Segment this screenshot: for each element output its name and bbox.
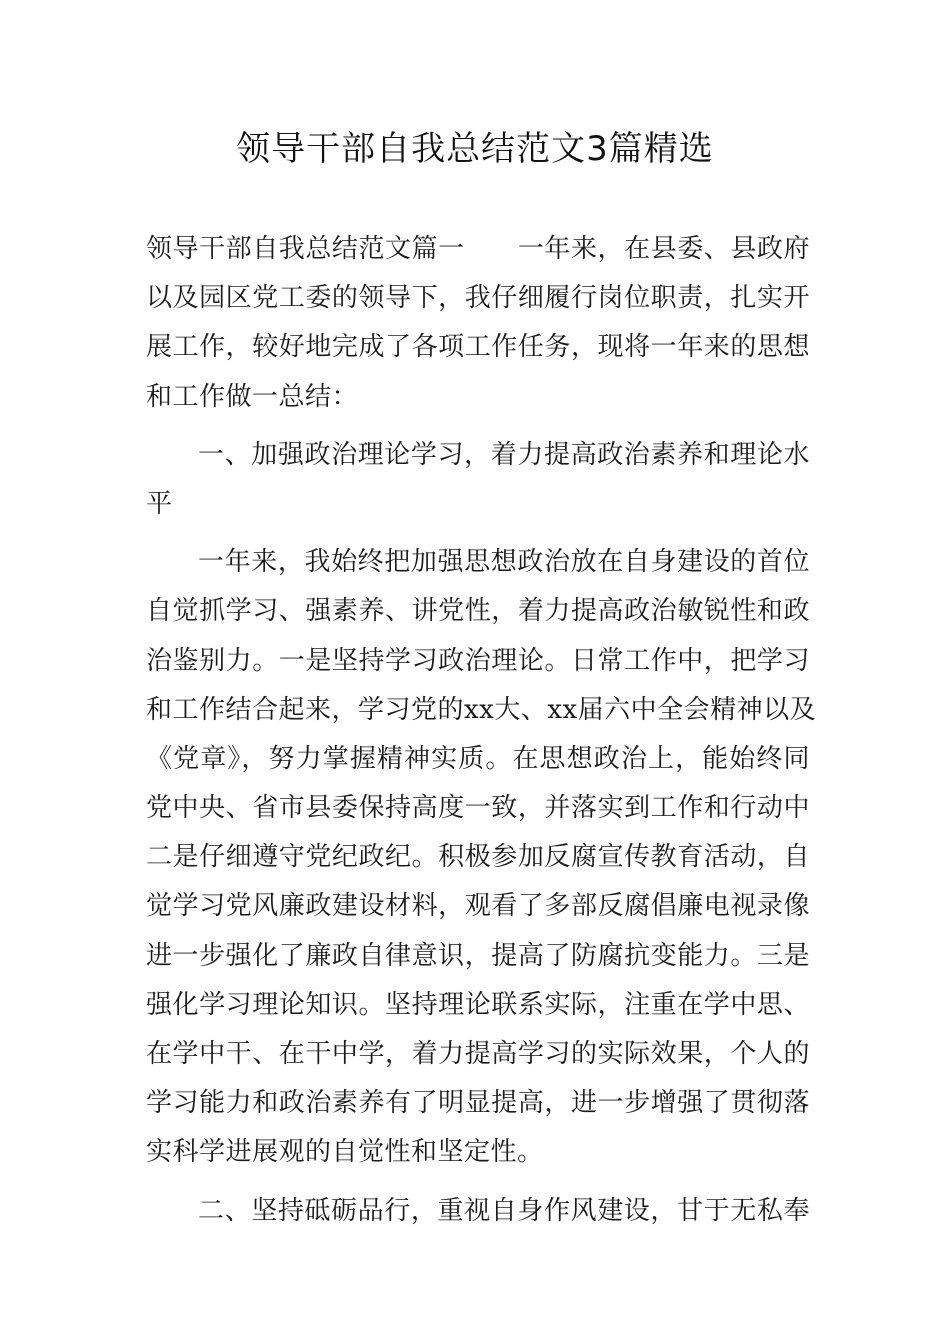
section-heading-line: 平 — [146, 488, 173, 519]
text-line: 领导干部自我总结范文篇一 一年来，在县委、县政府 — [146, 234, 810, 264]
text-line: 实科学进展观的自觉性和坚定性。 — [146, 1137, 544, 1168]
text-line: 觉学习党风廉政建设材料，观看了多部反腐倡廉电视录像 — [146, 891, 810, 922]
text-line: 一年来，我始终把加强思想政治放在自身建设的首位 — [198, 547, 810, 578]
text-line: 在学中干、在干中学，着力提高学习的实际效果，个人的 — [146, 1039, 810, 1069]
text-line: 自觉抓学习、强素养、讲党性，着力提高政治敏锐性和政 — [146, 596, 810, 627]
text-line: 党中央、省市县委保持高度一致，并落实到工作和行动中 — [146, 793, 810, 824]
section-heading-line: 二、坚持砥砺品行，重视自身作风建设，甘于无私奉 — [198, 1195, 810, 1226]
text-line: 强化学习理论知识。坚持理论联系实际，注重在学中思、 — [146, 989, 810, 1020]
text-line: 治鉴别力。一是坚持学习政治理论。日常工作中，把学习 — [146, 645, 810, 676]
text-line: 以及园区党工委的领导下，我仔细履行岗位职责，扎实开 — [146, 283, 810, 314]
text-line: 进一步强化了廉政自律意识，提高了防腐抗变能力。三是 — [146, 940, 810, 971]
text-line: 二是仔细遵守党纪政纪。积极参加反腐宣传教育活动，自 — [146, 842, 810, 873]
document-title: 领导干部自我总结范文3篇精选 — [236, 129, 714, 169]
text-line: 学习能力和政治素养有了明显提高，进一步增强了贯彻落 — [146, 1088, 810, 1119]
section-heading-line: 一、加强政治理论学习，着力提高政治素养和理论水 — [198, 439, 810, 470]
text-line: 和工作做一总结： — [146, 381, 359, 412]
text-line: 和工作结合起来，学习党的xx大、xx届六中全会精神以及 — [146, 694, 817, 725]
text-line: 展工作，较好地完成了各项工作任务，现将一年来的思想 — [146, 332, 810, 363]
text-line: 《党章》，努力掌握精神实质。在思想政治上，能始终同 — [146, 743, 810, 774]
document-body — [146, 225, 817, 1236]
